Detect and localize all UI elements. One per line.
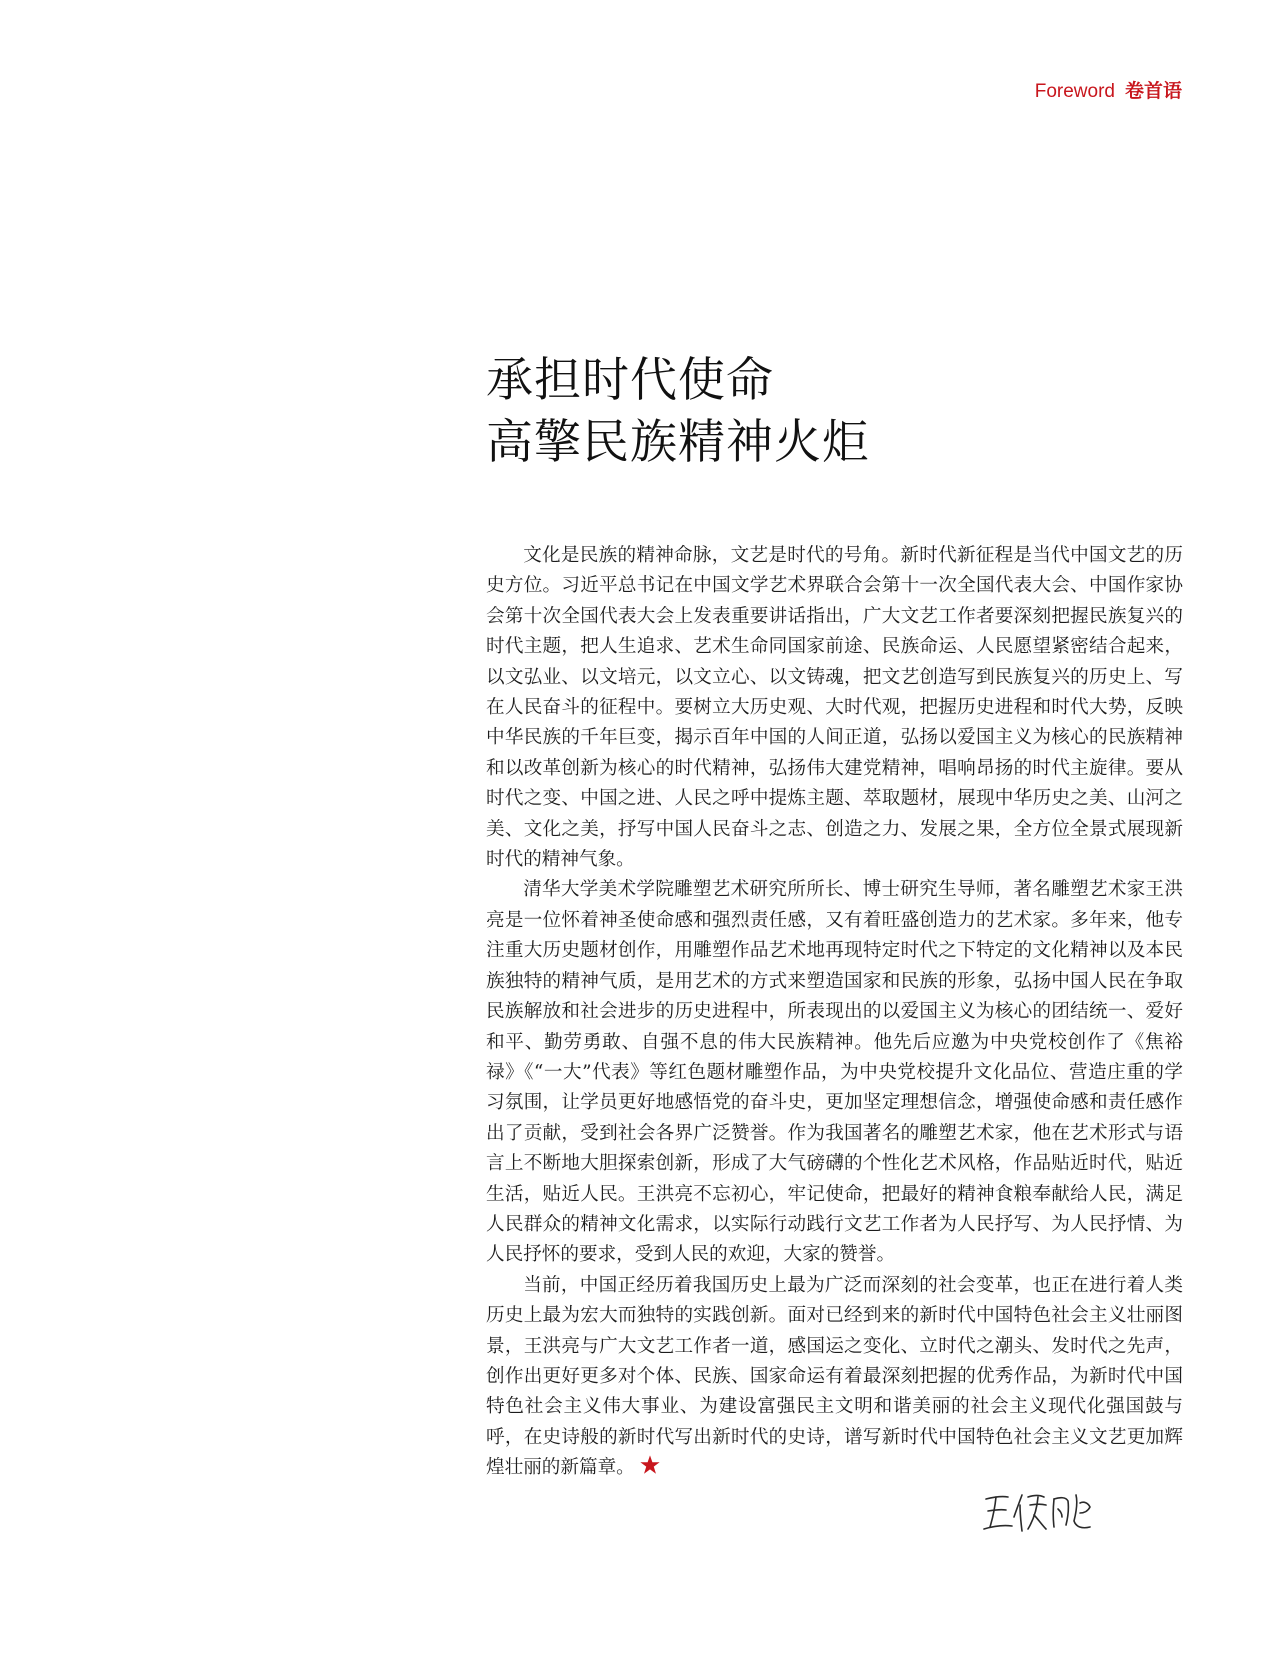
- paragraph-2: 清华大学美术学院雕塑艺术研究所所长、博士研究生导师，著名雕塑艺术家王洪亮是一位怀着神圣使命感和强烈责任感，又有着旺盛创造力的艺术家。多年来，他专注重大历史题材创作，用雕塑作品艺术地再现特定时代之下特定的文化精神以及本民族独特的精神气质，是用艺术的方式来塑造国家和民族的形象，弘扬中国人民在争取民族解放和社会进步的历史进程中，所表现出的以爱国主义为核心的团结统一、爱好和平、勤劳勇敢、自强不息的伟大民族精神。他先后应邀为中央党校创作了《焦裕禄》《“一大”代表》等红色题材雕塑作品，为中央党校提升文化品位、营造庄重的学习氛围，让学员更好地感悟党的奋斗史，更加坚定理想信念，增强使命感和责任感作出了贡献，受到社会各界广泛赞誉。作为我国著名的雕塑艺术家，他在艺术形式与语言上不断地大胆探索创新，形成了大气磅礴的个性化艺术风格，作品贴近时代，贴近生活，贴近人民。王洪亮不忘初心，牢记使命，把最好的精神食粮奉献给人民，满足人民群众的精神文化需求，以实际行动践行文艺工作者为人民抒写、为人民抒情、为人民抒怀的要求，受到人民的欢迎，大家的赞誉。: [486, 879, 1183, 1266]
- paragraph-3: [486, 1271, 1183, 1484]
- title-line-2: 高擎民族精神火炬: [486, 415, 870, 470]
- page-title: [486, 350, 870, 474]
- article-body: [486, 541, 1183, 1484]
- title-line-1: 承担时代使命: [486, 353, 774, 408]
- star-icon: [639, 1454, 661, 1476]
- paragraph-3-text: 当前，中国正经历着我国历史上最为广泛而深刻的社会变革，也正在进行着人类历史上最为宏大而独特的实践创新。面对已经到来的新时代中国特色社会主义壮丽图景，王洪亮与广大文艺工作者一道，感国运之变化、立时代之潮头、发时代之先声，创作出更好更多对个体、民族、国家命运有着最深刻把握的优秀作品，为新时代中国特色社会主义伟大事业、为建设富强民主文明和谐美丽的社会主义现代化强国鼓与呼，在史诗般的新时代写出新时代的史诗，谱写新时代中国特色社会主义文艺更加辉煌壮丽的新篇章。: [486, 1274, 1183, 1479]
- section-label-cn: 卷首语: [1124, 80, 1182, 102]
- paragraph-1: 文化是民族的精神命脉，文艺是时代的号角。新时代新征程是当代中国文艺的历史方位。习近平总书记在中国文学艺术界联合会第十一次全国代表大会、中国作家协会第十次全国代表大会上发表重要讲话指出，广大文艺工作者要深刻把握民族复兴的时代主题，把人生追求、艺术生命同国家前途、民族命运、人民愿望紧密结合起来，以文弘业、以文培元，以文立心、以文铸魂，把文艺创造写到民族复兴的历史上、写在人民奋斗的征程中。要树立大历史观、大时代观，把握历史进程和时代大势，反映中华民族的千年巨变，揭示百年中国的人间正道，弘扬以爱国主义为核心的民族精神和以改革创新为核心的时代精神，弘扬伟大建党精神，唱响昂扬的时代主旋律。要从时代之变、中国之进、人民之呼中提炼主题、萃取题材，展现中华历史之美、山河之美、文化之美，抒写中国人民奋斗之志、创造之力、发展之果，全方位全景式展现新时代的精神气象。: [486, 545, 1183, 871]
- section-header: [1035, 76, 1182, 103]
- signature-icon: [980, 1485, 1100, 1535]
- section-label-en: Foreword: [1034, 81, 1115, 102]
